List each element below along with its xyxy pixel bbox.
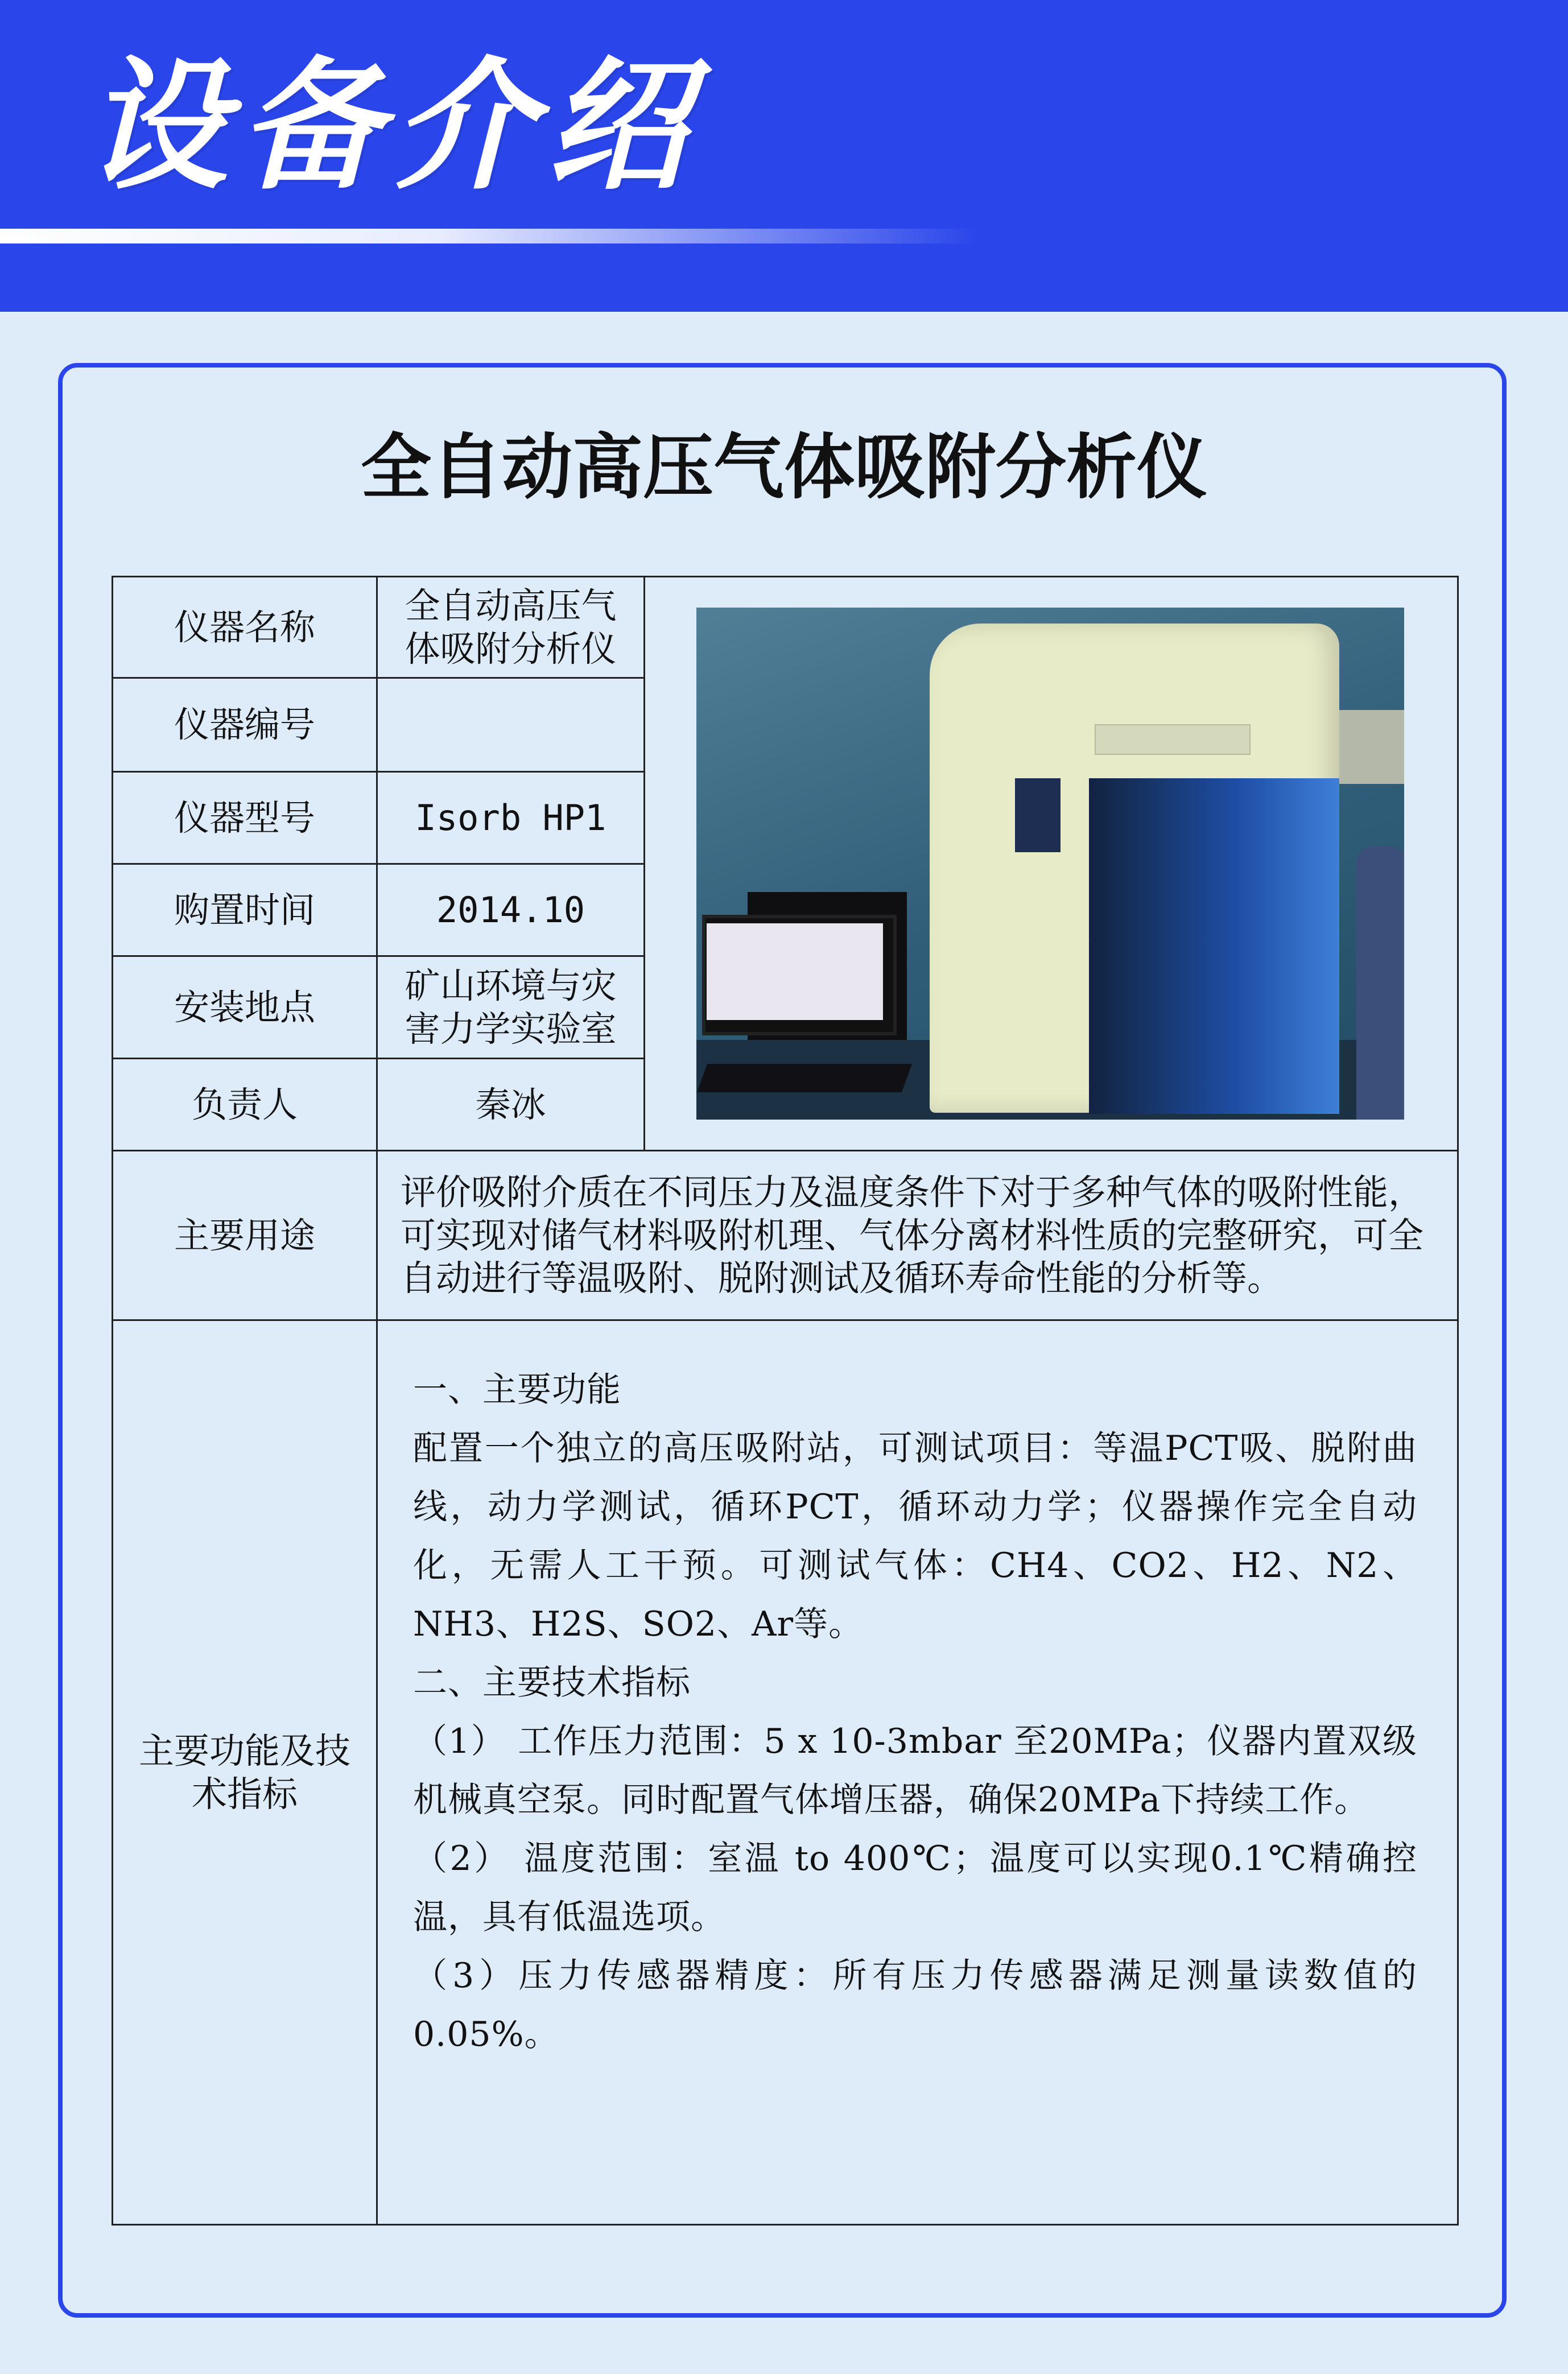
number-value (377, 678, 645, 772)
model-label: 仪器型号 (113, 772, 377, 864)
model-value: Isorb HP1 (377, 772, 645, 864)
owner-value: 秦冰 (377, 1059, 645, 1151)
table-row (113, 1320, 1458, 2225)
tech-line: 一、主要功能 (413, 1370, 621, 1410)
table-row (113, 1151, 1458, 1320)
tech-line: （2） 温度范围：室温 to 400℃；温度可以实现0.1℃精确控温，具有低温选项。 (413, 1839, 1417, 1937)
tech-content (377, 1320, 1458, 2225)
header-banner (0, 0, 1568, 312)
name-label: 仪器名称 (113, 577, 377, 678)
tech-line: （1） 工作压力范围：5 x 10-3mbar 至20MPa；仪器内置双级机械真空泵。同时配置气体增压器，确保20MPa下持续工作。 (413, 1721, 1417, 1820)
location-label: 安装地点 (113, 956, 377, 1059)
tech-label (113, 1320, 377, 2225)
tech-label-text: 主要功能及技术指标 (138, 1729, 350, 1815)
document-title: 全自动高压气体吸附分析仪 (360, 427, 1207, 509)
tech-line: 配置一个独立的高压吸附站，可测试项目：等温PCT吸、脱附曲线，动力学测试，循环PCT，循环动力学；仪器操作完全自动化，无需人工干预。可测试气体：CH4、CO2、H2、N2、NH3、H2S、SO2、Ar等。 (413, 1428, 1417, 1644)
spec-table (112, 576, 1459, 2226)
usage-label: 主要用途 (113, 1151, 377, 1320)
location-value: 矿山环境与灾害力学实验室 (377, 956, 645, 1059)
owner-label: 负责人 (113, 1059, 377, 1151)
table-row (113, 577, 1458, 678)
tech-line: 二、主要技术指标 (413, 1663, 691, 1703)
purchase-label: 购置时间 (113, 864, 377, 956)
instrument-photo-cell (645, 577, 1458, 1151)
instrument-photo (696, 608, 1404, 1120)
name-value: 全自动高压气体吸附分析仪 (377, 577, 645, 678)
usage-text: 评价吸附介质在不同压力及温度条件下对于多种气体的吸附性能，可实现对储气材料吸附机理、气体分离材料性质的完整研究，可全自动进行等温吸附、脱附测试及循环寿命性能的分析等。 (377, 1151, 1458, 1320)
number-label: 仪器编号 (113, 678, 377, 772)
header-title: 设备介绍 (85, 42, 700, 209)
tech-line: （3）压力传感器精度：所有压力传感器满足测量读数值的0.05%。 (413, 1956, 1417, 2054)
header-stripe (0, 229, 979, 243)
purchase-value: 2014.10 (377, 864, 645, 956)
